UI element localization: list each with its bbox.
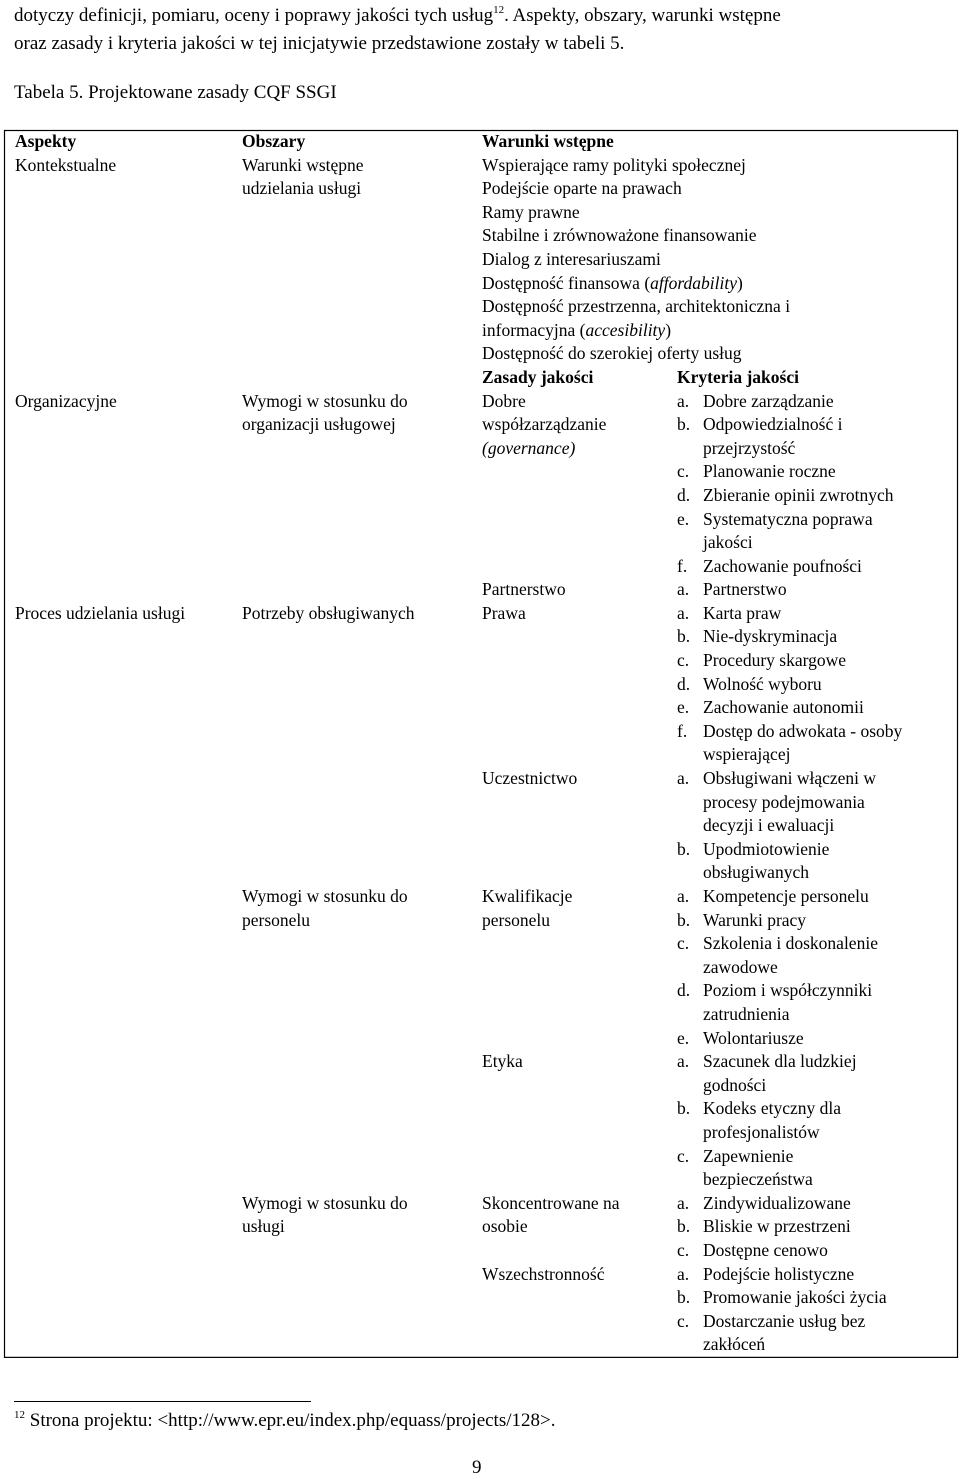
criterion-item bbox=[677, 1286, 957, 1310]
criterion-item bbox=[677, 602, 957, 626]
afford-term: affordability bbox=[650, 272, 738, 293]
criterion-item bbox=[677, 390, 957, 414]
area-needs: Potrzeby obsługiwanych bbox=[242, 602, 415, 623]
criterion-text bbox=[703, 838, 957, 885]
criterion-line: Upodmiotowienie bbox=[703, 838, 830, 859]
criterion-item bbox=[677, 649, 957, 673]
criterion-text bbox=[703, 673, 957, 697]
criterion-label: a. bbox=[677, 390, 690, 411]
access-term: accesibility bbox=[585, 319, 666, 340]
criterion-label: d. bbox=[677, 484, 691, 505]
area-line-2: organizacji usługowej bbox=[242, 414, 396, 435]
condition-accessibility-1: Dostępność przestrzenna, architektoniczna i bbox=[482, 296, 791, 317]
criterion-label: f. bbox=[677, 720, 688, 741]
aspect-organizacyjne: Organizacyjne bbox=[15, 390, 117, 411]
criterion-text bbox=[703, 720, 957, 767]
criterion-text bbox=[703, 602, 957, 626]
criterion-line: Dobre zarządzanie bbox=[703, 390, 834, 411]
criterion-text bbox=[703, 1097, 957, 1144]
principle-ethics: Etyka bbox=[482, 1051, 523, 1072]
criterion-label: a. bbox=[677, 886, 690, 906]
criterion-line: Zachowanie poufności bbox=[703, 555, 862, 576]
criterion-line: Bliskie w przestrzeni bbox=[703, 1216, 851, 1237]
criteria-governance bbox=[677, 390, 957, 579]
criterion-label: d. bbox=[677, 673, 691, 694]
principle-line bbox=[482, 437, 677, 461]
area-service bbox=[242, 1192, 482, 1263]
criterion-line: Zindywidualizowane bbox=[703, 1192, 851, 1213]
criterion-line: Zapewnienie bbox=[703, 1145, 794, 1166]
criterion-line: zawodowe bbox=[703, 956, 778, 977]
criterion-item bbox=[677, 979, 957, 1026]
criterion-label: a. bbox=[677, 1263, 690, 1284]
criterion-label: c. bbox=[677, 650, 690, 671]
condition-accessibility-2 bbox=[482, 319, 957, 343]
criterion-line: Systematyczna poprawa bbox=[703, 508, 873, 529]
condition-item: Wspierające ramy polityki społecznej bbox=[482, 154, 746, 175]
condition-item: Dialog z interesariuszami bbox=[482, 248, 661, 269]
page-number: 9 bbox=[472, 1457, 482, 1478]
row-proces-qualifications bbox=[4, 885, 957, 1050]
criterion-line: profesjonalistów bbox=[703, 1121, 820, 1142]
principle-term: (governance) bbox=[482, 437, 576, 458]
area-line-2: usługi bbox=[242, 1216, 285, 1237]
principle-line: Kwalifikacje bbox=[482, 886, 573, 906]
criterion-label: a. bbox=[677, 579, 690, 600]
criterion-label: f. bbox=[677, 555, 688, 576]
criterion-item bbox=[677, 1192, 957, 1216]
criteria-participation bbox=[677, 767, 957, 885]
criterion-item bbox=[677, 1310, 957, 1357]
criterion-line: zakłóceń bbox=[703, 1334, 766, 1355]
afford-text: Dostępność finansowa ( bbox=[482, 272, 651, 293]
condition-item: Ramy prawne bbox=[482, 201, 580, 222]
subheader-zasady: Zasady jakości bbox=[482, 366, 594, 387]
criterion-text bbox=[703, 1286, 957, 1310]
criterion-line: Kodeks etyczny dla bbox=[703, 1098, 842, 1119]
empty-cell bbox=[242, 366, 482, 390]
criterion-line: wspierającej bbox=[703, 744, 791, 765]
criterion-item bbox=[677, 696, 957, 720]
criterion-item bbox=[677, 767, 957, 838]
criterion-label: a. bbox=[677, 1051, 690, 1072]
criterion-text bbox=[703, 1263, 957, 1287]
criterion-text bbox=[703, 413, 957, 460]
criterion-label: d. bbox=[677, 980, 691, 1001]
criterion-label: c. bbox=[677, 1145, 690, 1166]
row-proces-rights bbox=[4, 602, 957, 767]
principle-qualifications bbox=[482, 885, 677, 1050]
empty-cell bbox=[242, 1050, 482, 1192]
cqf-table bbox=[4, 130, 957, 1357]
criterion-text bbox=[703, 555, 957, 579]
area-line-1: Wymogi w stosunku do bbox=[242, 1192, 408, 1213]
row-proces-participation bbox=[4, 767, 957, 885]
principle-partnership: Partnerstwo bbox=[482, 579, 566, 600]
criterion-item bbox=[677, 1050, 957, 1097]
conditions-list bbox=[482, 154, 957, 366]
criterion-label: b. bbox=[677, 626, 691, 647]
intro-paragraph bbox=[14, 2, 950, 58]
criterion-text bbox=[703, 625, 957, 649]
principle-line: osobie bbox=[482, 1216, 528, 1237]
criterion-label: e. bbox=[677, 1027, 690, 1048]
empty-cell bbox=[4, 1050, 242, 1192]
criterion-line: Odpowiedzialność i bbox=[703, 414, 843, 435]
condition-item: Stabilne i zrównoważone finansowanie bbox=[482, 225, 757, 246]
criterion-line: Poziom i współczynniki bbox=[703, 980, 873, 1001]
criterion-item bbox=[677, 909, 957, 933]
empty-cell bbox=[4, 767, 242, 885]
criterion-label: c. bbox=[677, 1310, 690, 1331]
row-organizacyjne-partnership bbox=[4, 578, 957, 602]
criterion-label: b. bbox=[677, 1216, 691, 1237]
criteria-rights bbox=[677, 602, 957, 767]
criterion-line: Podejście holistyczne bbox=[703, 1263, 855, 1284]
criterion-line: zatrudnienia bbox=[703, 1003, 790, 1024]
criteria-qualifications bbox=[677, 885, 957, 1050]
principle-comprehensive: Wszechstronność bbox=[482, 1263, 605, 1284]
criterion-line: Szkolenia i doskonalenie bbox=[703, 933, 878, 954]
header-obszary: Obszary bbox=[242, 131, 306, 151]
criterion-label: b. bbox=[677, 1287, 691, 1308]
criterion-line: przejrzystość bbox=[703, 437, 796, 458]
criterion-line: Procedury skargowe bbox=[703, 650, 847, 671]
criterion-text bbox=[703, 1192, 957, 1216]
criterion-item bbox=[677, 460, 957, 484]
intro-line1-a: dotyczy definicji, pomiaru, oceny i poprawy jakości tych usług bbox=[14, 5, 494, 26]
criterion-line: Kompetencje personelu bbox=[703, 886, 869, 906]
criterion-line: Wolontariusze bbox=[703, 1027, 804, 1048]
criterion-item bbox=[677, 838, 957, 885]
principle-line: Dobre bbox=[482, 390, 526, 411]
criterion-item bbox=[677, 932, 957, 979]
criterion-text bbox=[703, 696, 957, 720]
criterion-line: jakości bbox=[703, 532, 753, 553]
principle-rights: Prawa bbox=[482, 602, 526, 623]
criterion-line: Obsługiwani włączeni w bbox=[703, 768, 877, 789]
criterion-item bbox=[677, 578, 957, 602]
criterion-line: Dostępne cenowo bbox=[703, 1239, 828, 1260]
row-kontekstualne bbox=[4, 154, 957, 366]
criterion-line: Planowanie roczne bbox=[703, 461, 836, 482]
condition-item: Podejście oparte na prawach bbox=[482, 178, 682, 199]
row-proces-ethics bbox=[4, 1050, 957, 1192]
row-proces-person-centred bbox=[4, 1192, 957, 1263]
access-text: informacyjna ( bbox=[482, 319, 586, 340]
criterion-text bbox=[703, 1145, 957, 1192]
criterion-label: c. bbox=[677, 1239, 690, 1260]
criterion-line: Zachowanie autonomii bbox=[703, 697, 864, 718]
criterion-label: c. bbox=[677, 461, 690, 482]
criterion-text bbox=[703, 1050, 957, 1097]
principle-person-centred bbox=[482, 1192, 677, 1263]
criterion-text bbox=[703, 979, 957, 1026]
empty-cell bbox=[242, 578, 482, 602]
quality-subheader-row bbox=[4, 366, 957, 390]
condition-affordability bbox=[482, 272, 957, 296]
criterion-item bbox=[677, 673, 957, 697]
criterion-line: Wolność wyboru bbox=[703, 673, 822, 694]
criterion-label: a. bbox=[677, 1192, 690, 1213]
criterion-line: obsługiwanych bbox=[703, 862, 809, 883]
criterion-text bbox=[703, 1027, 957, 1051]
principle-participation: Uczestnictwo bbox=[482, 768, 578, 789]
criterion-item bbox=[677, 1097, 957, 1144]
criterion-line: godności bbox=[703, 1074, 767, 1095]
criterion-item bbox=[677, 1263, 957, 1287]
criterion-text bbox=[703, 508, 957, 555]
criterion-line: procesy podejmowania bbox=[703, 791, 865, 812]
criterion-line: Promowanie jakości życia bbox=[703, 1287, 887, 1308]
criterion-text bbox=[703, 1239, 957, 1263]
criterion-line: Dostarczanie usług bez bbox=[703, 1310, 866, 1331]
empty-cell bbox=[4, 366, 242, 390]
criterion-text bbox=[703, 767, 957, 838]
access-paren: ) bbox=[665, 319, 672, 340]
criterion-item bbox=[677, 885, 957, 909]
footnote-reference[interactable]: 12 bbox=[493, 4, 505, 16]
empty-cell bbox=[4, 578, 242, 602]
criterion-text bbox=[703, 649, 957, 673]
criterion-item bbox=[677, 625, 957, 649]
afford-paren: ) bbox=[737, 272, 743, 293]
footnote-text: Strona projektu: <http://www.epr.eu/index.php/equass/projects/128>. bbox=[29, 1410, 556, 1431]
row-proces-comprehensive bbox=[4, 1263, 957, 1357]
empty-cell bbox=[4, 1263, 242, 1357]
criterion-label: b. bbox=[677, 1098, 691, 1119]
criterion-line: decyzji i ewaluacji bbox=[703, 815, 835, 836]
header-aspekty: Aspekty bbox=[15, 131, 77, 151]
empty-cell bbox=[4, 1192, 242, 1263]
criterion-item bbox=[677, 1145, 957, 1192]
criterion-label: a. bbox=[677, 768, 690, 789]
empty-cell bbox=[4, 885, 242, 1050]
criterion-line: bezpieczeństwa bbox=[703, 1169, 813, 1190]
criterion-line: Karta praw bbox=[703, 602, 782, 623]
criterion-line: Warunki pracy bbox=[703, 909, 807, 930]
criterion-label: c. bbox=[677, 933, 690, 954]
principle-line: Skoncentrowane na bbox=[482, 1192, 620, 1213]
footnote-number: 12 bbox=[14, 1409, 25, 1421]
area-staff bbox=[242, 885, 482, 1050]
principle-line: współzarządzanie bbox=[482, 414, 607, 435]
area-line-1: Warunki wstępne bbox=[242, 154, 364, 175]
criterion-text bbox=[703, 484, 957, 508]
criterion-text bbox=[703, 390, 957, 414]
criteria-ethics bbox=[677, 1050, 957, 1192]
criteria-partnership bbox=[677, 578, 957, 602]
criterion-line: Nie-dyskryminacja bbox=[703, 626, 838, 647]
criterion-item bbox=[677, 508, 957, 555]
row-organizacyjne-governance bbox=[4, 390, 957, 579]
criterion-label: b. bbox=[677, 414, 691, 435]
area-line-1: Wymogi w stosunku do bbox=[242, 886, 408, 906]
criterion-line: Dostęp do adwokata - osoby bbox=[703, 720, 903, 741]
criterion-text bbox=[703, 909, 957, 933]
subheader-kryteria: Kryteria jakości bbox=[677, 366, 799, 387]
criteria-comprehensive bbox=[677, 1263, 957, 1357]
table-caption: Tabela 5. Projektowane zasady CQF SSGI bbox=[14, 82, 337, 103]
criterion-text bbox=[703, 1310, 957, 1357]
criterion-item bbox=[677, 720, 957, 767]
condition-wide-offer: Dostępność do szerokiej oferty usług bbox=[482, 343, 742, 364]
aspect-proces: Proces udzielania usługi bbox=[15, 602, 186, 623]
criteria-person-centred bbox=[677, 1192, 957, 1263]
intro-line2: oraz zasady i kryteria jakości w tej inicjatywie przedstawione zostały w tabeli 5. bbox=[14, 33, 625, 54]
footnote-separator bbox=[14, 1401, 311, 1402]
criterion-line: Szacunek dla ludzkiej bbox=[703, 1051, 857, 1072]
criterion-label: a. bbox=[677, 602, 690, 623]
area-line-2: personelu bbox=[242, 909, 311, 930]
criterion-item bbox=[677, 1215, 957, 1239]
principle-governance bbox=[482, 390, 677, 579]
empty-cell bbox=[242, 767, 482, 885]
header-warunki: Warunki wstępne bbox=[482, 131, 614, 151]
intro-line1-b: . Aspekty, obszary, warunki wstępne bbox=[504, 5, 781, 26]
area-line-1: Wymogi w stosunku do bbox=[242, 390, 408, 411]
criterion-item bbox=[677, 413, 957, 460]
area-warunki-udzielania bbox=[242, 154, 482, 366]
criterion-line: Zbieranie opinii zwrotnych bbox=[703, 484, 894, 505]
footnote bbox=[14, 1408, 555, 1434]
criterion-text bbox=[703, 932, 957, 979]
table-header-row bbox=[4, 130, 957, 154]
criterion-text bbox=[703, 885, 957, 909]
area-line-2: udzielania usługi bbox=[242, 178, 362, 199]
criterion-label: b. bbox=[677, 909, 691, 930]
criterion-text bbox=[703, 460, 957, 484]
criterion-item bbox=[677, 1239, 957, 1263]
criterion-text bbox=[703, 1215, 957, 1239]
empty-cell bbox=[242, 1263, 482, 1357]
criterion-label: b. bbox=[677, 838, 691, 859]
criterion-item bbox=[677, 555, 957, 579]
principle-line: personelu bbox=[482, 909, 551, 930]
criterion-item bbox=[677, 1027, 957, 1051]
aspect-kontekstualne: Kontekstualne bbox=[15, 154, 117, 175]
criterion-label: e. bbox=[677, 697, 690, 718]
criterion-label: e. bbox=[677, 508, 690, 529]
area-organizacji bbox=[242, 390, 482, 579]
criterion-item bbox=[677, 484, 957, 508]
criterion-text: Partnerstwo bbox=[703, 579, 787, 600]
